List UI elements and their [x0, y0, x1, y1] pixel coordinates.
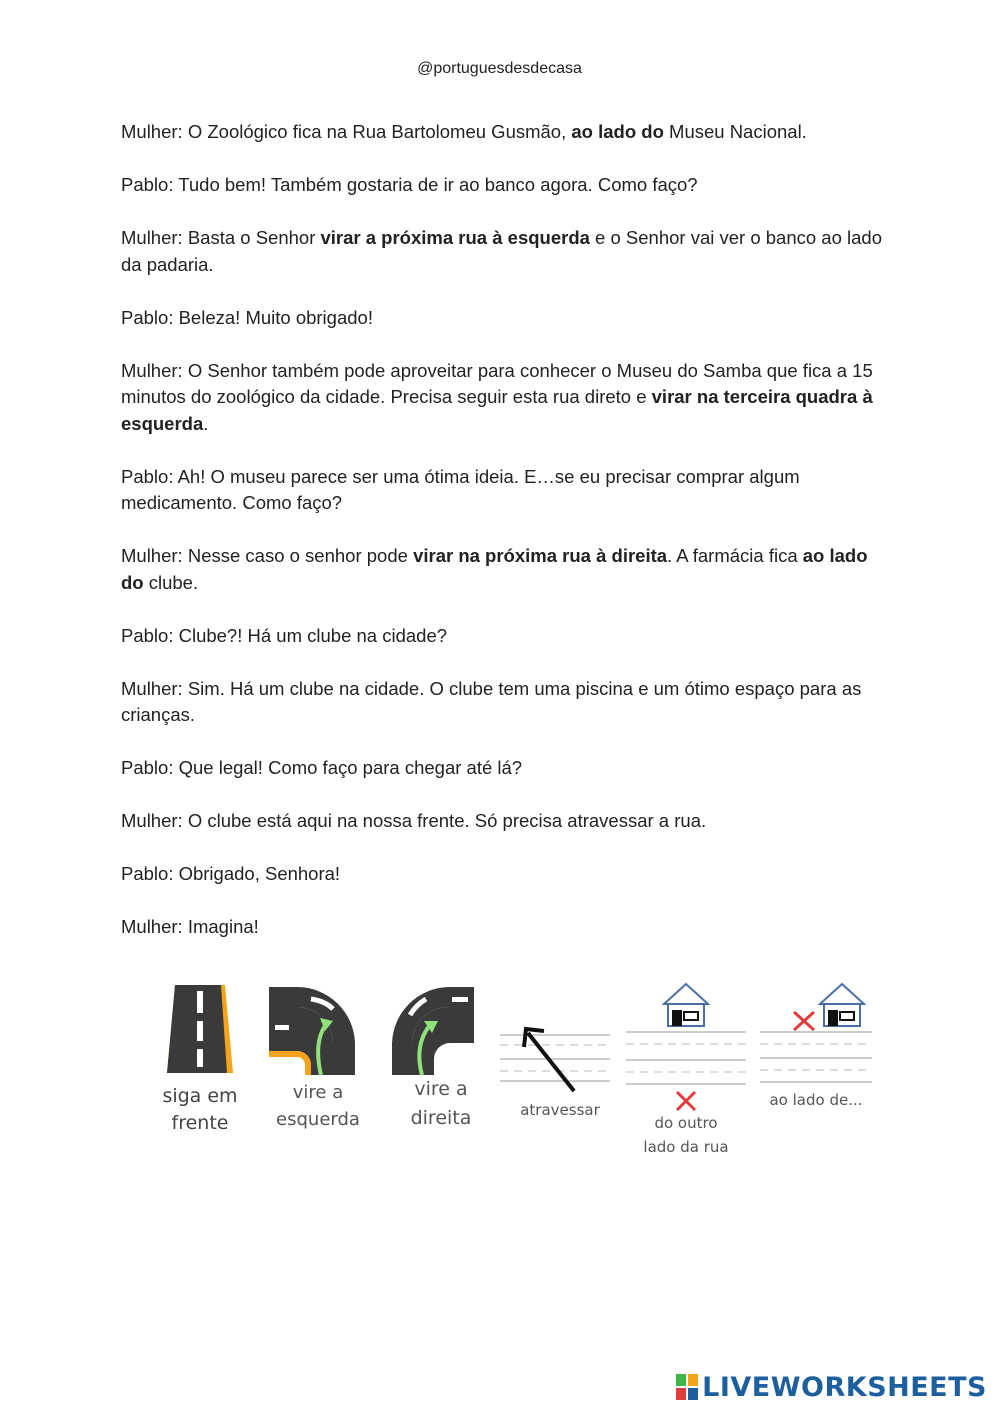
dialogue-line	[121, 225, 886, 278]
icon-caption: vire a direita	[410, 1078, 472, 1129]
dialogue-text	[121, 119, 886, 967]
text-segment: e o Senhor vai ver o banco ao lado da padaria.	[121, 227, 882, 275]
text-segment: Museu Nacional.	[663, 121, 807, 142]
opposite-side-icon	[626, 980, 746, 1118]
bold-phrase: ao lado do	[121, 545, 868, 593]
dialogue-line	[121, 172, 886, 199]
text-segment: Pablo: Beleza! Muito obrigado!	[121, 306, 373, 328]
text-segment: .	[203, 412, 209, 434]
bold-phrase: virar na terceira quadra à esquerda	[121, 386, 873, 434]
dialogue-line	[121, 119, 886, 146]
text-segment: Mulher: O Senhor também pode aproveitar para conhecer o Museu do Samba que fica a 15 minutos do zoológico da cidade. Precisa seguir esta rua direto e	[121, 359, 873, 407]
crossing-arrow-icon	[500, 1025, 612, 1099]
dialogue-line	[121, 305, 886, 332]
icon-caption: vire a esquerda	[276, 1082, 360, 1130]
dialogue-line	[121, 808, 886, 835]
next-to-icon	[760, 980, 872, 1088]
icon-caption: siga em frente	[162, 1085, 238, 1134]
text-segment: Mulher: O Zoológico fica na Rua Bartolomeu Gusmão,	[121, 121, 572, 142]
text-segment: Mulher: Imagina!	[121, 916, 259, 937]
dialogue-line	[121, 755, 886, 782]
text-segment: Pablo: Que legal! Como faço para chegar até lá?	[121, 757, 523, 778]
liveworksheets-logo	[676, 1370, 987, 1404]
text-segment: Mulher: O clube está aqui na nossa frente. Só precisa atravessar a rua.	[121, 810, 707, 831]
dialogue-line	[121, 464, 886, 517]
text-segment: Mulher: Nesse caso o senhor pode	[121, 545, 414, 566]
brand-name: LIVEWORKSHEETS	[702, 1371, 987, 1403]
author-handle: @portuguesdesdecasa	[417, 60, 582, 77]
text-segment: Pablo: Tudo bem! Também gostaria de ir ao banco agora. Como faço?	[121, 174, 698, 195]
straight-road-icon	[165, 985, 235, 1073]
bold-phrase: virar na próxima rua à direita	[413, 545, 668, 566]
bold-phrase: virar a próxima rua à esquerda	[320, 227, 590, 248]
text-segment: Pablo: Clube?! Há um clube na cidade?	[121, 624, 448, 646]
dialogue-line	[121, 358, 886, 438]
text-segment: Pablo: Ah! O museu parece ser uma ótima ideia. E…se eu precisar comprar algum medicamento. Como faço?	[121, 465, 800, 513]
icon-caption: do outro lado da rua	[643, 1114, 729, 1156]
text-segment: Mulher: Basta o Senhor	[121, 227, 321, 248]
left-curve-road-icon	[267, 985, 357, 1075]
dialogue-line	[121, 623, 886, 650]
icon-caption: atravessar	[520, 1101, 600, 1119]
text-segment: Pablo: Obrigado, Senhora!	[121, 863, 341, 884]
text-segment: . A farmácia fica	[667, 545, 803, 566]
right-curve-road-icon	[390, 985, 476, 1075]
dialogue-line	[121, 861, 886, 888]
text-segment: Mulher: Sim. Há um clube na cidade. O clube tem uma piscina e um ótimo espaço para as crianças.	[121, 677, 862, 725]
icon-caption: ao lado de...	[769, 1091, 863, 1109]
dialogue-line	[121, 543, 886, 596]
bold-phrase: ao lado do	[571, 121, 664, 142]
directions-legend	[150, 975, 890, 1165]
dialogue-line	[121, 676, 886, 729]
dialogue-line	[121, 914, 886, 941]
text-segment: clube.	[143, 571, 199, 593]
liveworksheets-mark-icon	[676, 1374, 698, 1400]
